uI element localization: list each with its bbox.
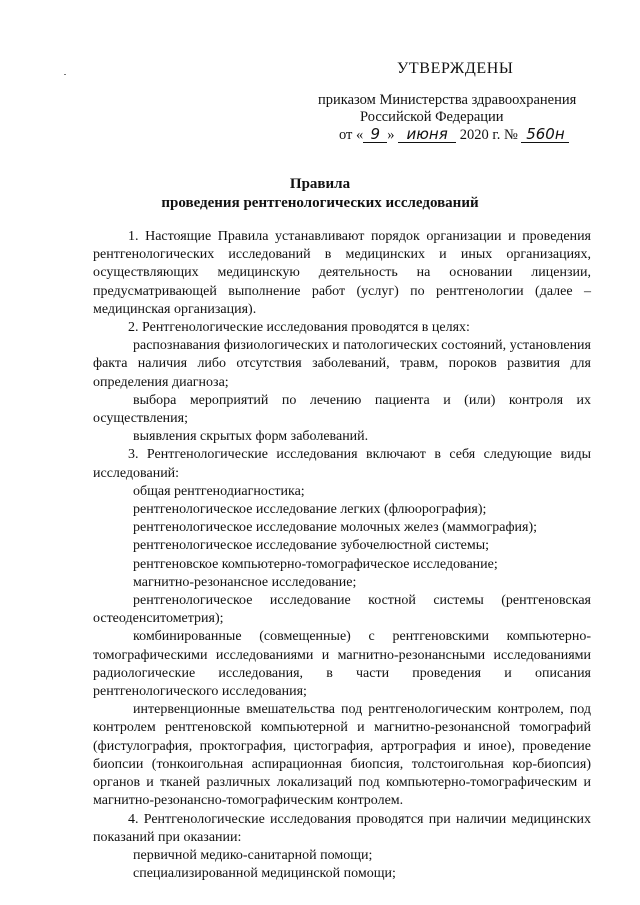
- document-body: [93, 228, 591, 883]
- handwritten-number: 560н: [521, 126, 569, 143]
- approval-date-line: [339, 126, 569, 144]
- date-mid: »: [387, 127, 395, 143]
- handwritten-day: 9: [363, 126, 387, 143]
- date-year: 2020 г. №: [459, 127, 518, 143]
- list-item: рентгенологическое исследование легких (флюорография);: [133, 502, 487, 518]
- approval-heading: УТВЕРЖДЕНЫ: [397, 60, 514, 77]
- list-item: магнитно-резонансное исследование;: [133, 574, 357, 590]
- document-subtitle: проведения рентгенологических исследований: [161, 195, 479, 211]
- list-item: рентгенологическое исследование зубочелюстной системы;: [133, 538, 490, 554]
- paragraph: 4. Рентгенологические исследования проводятся при наличии медицинских показаний при оказании:: [93, 811, 591, 845]
- date-prefix: от «: [339, 127, 364, 143]
- list-item: первичной медико-санитарной помощи;: [133, 847, 373, 863]
- list-item: комбинированные (совмещенные) с рентгеновскими компьютерно-томографическими исследованиями и магнитно-резонансными исследованиями радиологические исследования, в части проведения и описания рентгенологического исследования;: [93, 629, 591, 700]
- paragraph: распознавания физиологических и патологических состояний, установления факта наличия либо отсутствия заболеваний, травм, пороков развития для определения диагноза;: [93, 338, 591, 390]
- list-item: общая рентгенодиагностика;: [133, 483, 305, 499]
- list-item: рентгеновское компьютерно-томографическое исследование;: [133, 556, 498, 572]
- document-title: Правила: [289, 176, 351, 192]
- list-item: рентгенологическое исследование костной системы (рентгеновская остеоденситометрия);: [93, 593, 591, 627]
- paragraph: выявления скрытых форм заболеваний.: [133, 429, 369, 445]
- approval-line-2: Российской Федерации: [360, 109, 504, 125]
- paragraph: 3. Рентгенологические исследования включают в себя следующие виды исследований:: [93, 447, 591, 481]
- scan-mark: [64, 74, 66, 75]
- paragraph: 2. Рентгенологические исследования проводятся в целях:: [128, 320, 470, 336]
- handwritten-month: июня: [398, 126, 456, 143]
- paragraph: выбора мероприятий по лечению пациента и (или) контроля их осуществления;: [93, 392, 591, 427]
- list-item: рентгенологическое исследование молочных желез (маммография);: [133, 520, 538, 536]
- approval-line-1: приказом Министерства здравоохранения: [318, 92, 577, 108]
- list-item: специализированной медицинской помощи;: [133, 866, 396, 882]
- paragraph: 1. Настоящие Правила устанавливают порядок организации и проведения рентгенологических исследований в медицинских и иных организациях, осуществляющих медицинскую деятельность на основании лицензии, предусматривающей выполнение работ (услуг) по рентгенологии (далее – медицинская организация).: [93, 229, 591, 317]
- list-item: интервенционные вмешательства под рентгенологическим контролем, под контролем рентгеновской компьютерной и магнитно-резонансной томографий (фистулография, проктография, цистография, артрография и иное), проведение биопсии (тонкоигольная аспирационная биопсия, толстоигольная кор-биопсия) органов и тканей различных локализаций под компьютерно-томографическим и магнитно-резонансно-томографическим контролем.: [93, 702, 591, 809]
